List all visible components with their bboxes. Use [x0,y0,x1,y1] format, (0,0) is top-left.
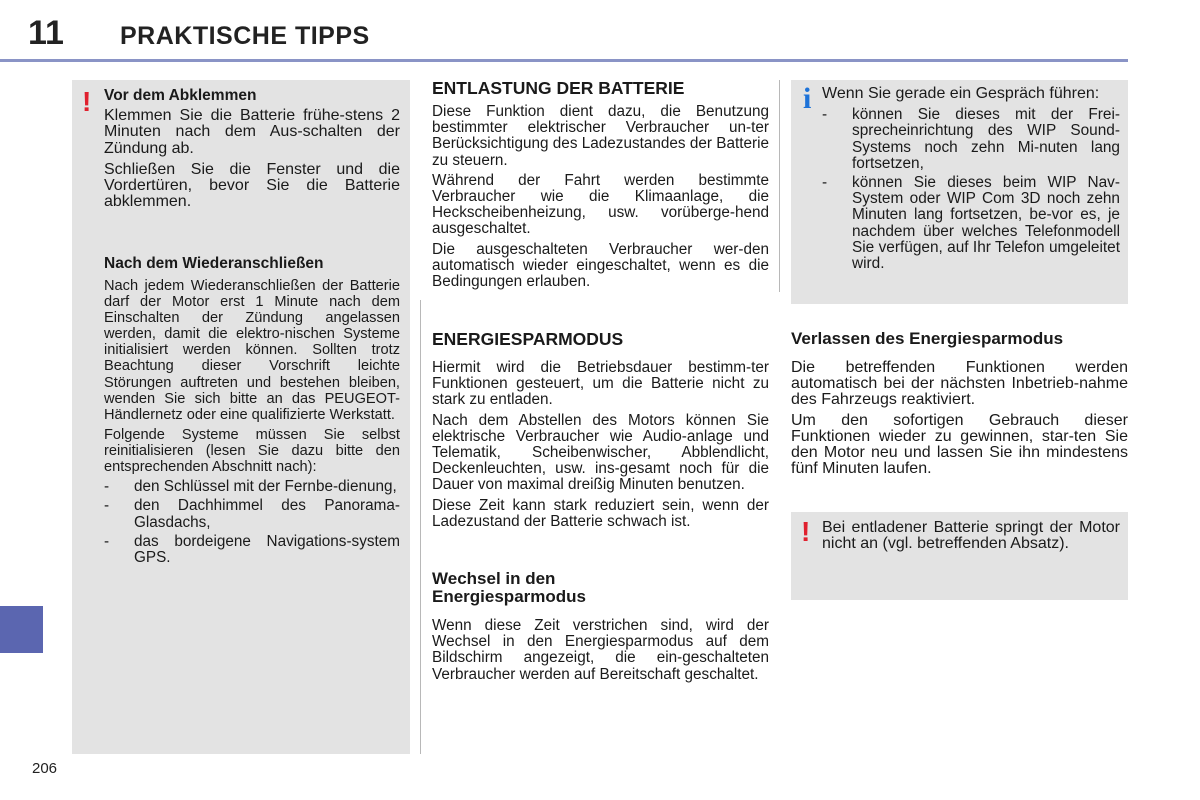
warning-icon: ! [82,86,92,117]
chapter-title: PRAKTISCHE TIPPS [120,22,370,50]
after-reconnect-heading: Nach dem Wiederanschließen [104,255,324,272]
battery-relief-paragraph: Während der Fahrt werden bestimmte Verbraucher wie die Klimaanlage, die Heckscheibenheizung, usw. vorüberge-hend ausgeschaltet. [432,171,769,238]
middle-column-energy [432,330,769,534]
list-item [822,107,1120,172]
discharged-battery-warning-box [791,512,1128,600]
list-dash: - [104,478,110,496]
subsection-title-line2: Energiesparmodus [432,587,586,606]
list-dash: - [822,106,828,124]
reinit-systems-list [104,479,400,566]
before-disconnect-heading: Vor dem Abklemmen [104,87,257,104]
list-item-text: das bordeigene Navigations-system GPS. [134,532,400,566]
subsection-title-line1: Wechsel in den [432,569,556,588]
after-paragraph-1: Nach jedem Wiederanschließen der Batterie darf der Motor erst 1 Minute nach dem Einschalten der Zündung angelassen werden, damit die elektro-nischen Systeme initialisiert werden können. Sollten trotz Beachtung dieser Vorschrift leichte Störungen auftreten und bestehen bleiben, wenden Sie sich bitte an das PEUGEOT-Händlernetz oder eine qualifizierte Werkstatt. [104,278,400,423]
section-title-exit-energy-saving: Verlassen des Energiesparmodus [791,329,1064,348]
column-separator [420,300,421,754]
before-paragraph-2: Schließen Sie die Fenster und die Vordertüren, bevor Sie die Batterie abklemmen. [104,160,400,211]
warning-text: Bei entladener Batterie springt der Motor nicht an (vgl. betreffenden Absatz). [822,519,1120,553]
battery-relief-paragraph: Diese Funktion dient dazu, die Benutzung bestimmter elektrischer Verbraucher un-ter Berücksichtigung des Ladezustandes der Batterie zu steuern. [432,103,769,169]
energy-saving-paragraph: Hiermit wird die Betriebsdauer bestimm-ter Funktionen gesteuert, um die Batterie nicht zu stark zu entladen. [432,359,769,409]
exit-paragraph: Die betreffenden Funktionen werden automatisch bei der nächsten Inbetrieb-nahme des Fahrzeugs reaktiviert. [791,359,1128,409]
phone-call-list [822,107,1120,272]
chapter-side-tab [0,606,43,653]
exit-paragraph: Um den sofortigen Gebrauch dieser Funktionen wieder zu gewinnen, star-ten Sie den Motor neu und lassen Sie ihn mindestens fünf Minuten laufen. [791,411,1128,478]
battery-relief-paragraph: Die ausgeschalteten Verbraucher wer-den automatisch wieder eingeschaltet, wenn es die Bedingungen erlauben. [432,240,769,291]
chapter-number: 11 [28,14,64,52]
middle-column [432,79,769,294]
info-intro: Wenn Sie gerade ein Gespräch führen: [822,85,1100,102]
list-item [104,534,400,566]
header-rule [0,59,1128,62]
before-paragraph-1: Klemmen Sie die Batterie frühe-stens 2 Minuten nach dem Aus-schalten der Zündung ab. [104,107,400,157]
energy-saving-paragraph: Nach dem Abstellen des Motors können Sie elektrische Verbraucher wie Audio-anlage und Telematik, Scheibenwischer, Abblendlicht, Deckenleuchten, usw. ins-gesamt noch für die Dauer von maximal dreißig Minuten benutzen. [432,411,769,494]
info-icon: i [803,82,812,115]
battery-disconnect-box [72,80,410,754]
list-dash: - [104,532,110,550]
list-dash: - [104,497,110,515]
page-number: 206 [32,760,58,777]
section-title-battery-relief: ENTLASTUNG DER BATTERIE [432,78,685,98]
list-item-text: den Dachhimmel des Panorama-Glasdachs, [134,497,400,531]
list-dash: - [822,174,828,192]
right-column-exit [791,330,1128,481]
list-item [104,479,400,495]
list-item [822,175,1120,272]
phone-call-info-box [791,80,1128,304]
list-item-text: den Schlüssel mit der Fernbe-dienung, [134,478,397,496]
after-paragraph-2: Folgende Systeme müssen Sie selbst reinitialisieren (lesen Sie dazu bitte den entsprechenden Abschnitt nach): [104,426,400,476]
column-separator [779,80,780,292]
switch-mode-paragraph: Wenn diese Zeit verstrichen sind, wird der Wechsel in den Energiesparmodus auf dem Bildschirm angezeigt, die ein-geschalteten Verbraucher werden auf Bereitschaft geschaltet. [432,617,769,683]
energy-saving-paragraph: Diese Zeit kann stark reduziert sein, wenn der Ladezustand der Batterie schwach ist. [432,496,769,530]
list-item-text: können Sie dieses beim WIP Nav-System oder WIP Com 3D noch zehn Minuten lang fortsetzen, be-vor es, je nachdem über welches Telefonmodell Sie verfügen, auf Ihr Telefon umgeleitet wird. [852,174,1120,273]
warning-icon: ! [801,516,811,547]
section-title-energy-saving: ENERGIESPARMODUS [432,329,624,349]
list-item-text: können Sie dieses mit der Frei-sprecheinrichtung des WIP Sound-Systems noch zehn Mi-nuten lang fortsetzen, [852,106,1120,172]
list-item [104,498,400,530]
middle-column-switch [432,570,769,687]
